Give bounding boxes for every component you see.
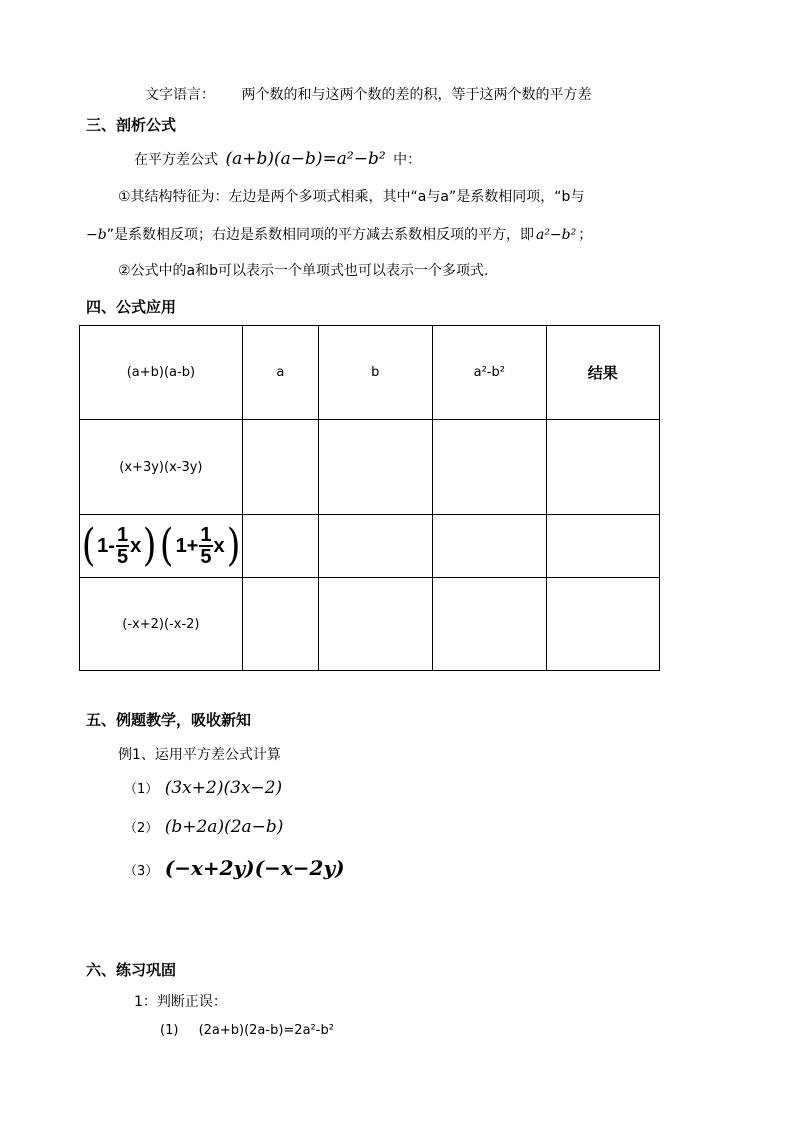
exercise-item-1 [160,1023,334,1038]
row-1-a2-b2-cell[interactable] [432,420,546,515]
item-number: (1) [160,1023,179,1038]
table-header-row [80,326,660,420]
example-item-2 [124,817,283,837]
fraction-2 [199,525,212,567]
header-a: a [242,326,318,420]
verbal-statement [145,84,591,104]
example-expression-3: (−x+2y)(−x−2y) [164,856,345,880]
row-1-b-cell[interactable] [318,420,432,515]
minus-b-term: −b [86,227,107,243]
point-2: ②公式中的a和b可以表示一个单项式也可以表示一个多项式. [118,263,489,279]
section-6-heading: 六、练习巩固 [86,961,177,979]
example-1-title: 例1、运用平方差公式计算 [118,747,281,763]
example-expression-2: (b+2a)(2a−b) [164,817,284,837]
header-result: 结果 [546,326,659,420]
formula-prefix: 在平方差公式 [134,152,218,168]
verbal-text: 两个数的和与这两个数的差的积，等于这两个数的平方差 [241,87,592,103]
formula-suffix: 中： [393,152,422,168]
row-2-term-2: 1+ [175,534,199,557]
header-b: b [318,326,432,420]
section-3-heading: 三、剖析公式 [86,116,177,134]
fraction-2-den: 5 [200,546,212,568]
verbal-label: 文字语言： [145,87,215,103]
fraction-1-num: 1 [116,524,129,546]
example-item-1 [124,778,282,798]
exercise-title: 1：判断正误： [134,994,227,1010]
point-1-text: ”是系数相反项；右边是系数相同项的平方减去系数相反项的平方，即 [106,227,534,243]
item-number: （1） [124,782,159,797]
fraction-2-num: 1 [200,524,212,546]
table-row [80,515,660,578]
row-3-a2-b2-cell[interactable] [432,578,546,671]
row-3-b-cell[interactable] [318,578,432,671]
row-2-expression [80,515,243,578]
row-3-result-cell[interactable] [546,578,659,671]
row-3-expression: (-x+2)(-x-2) [80,578,243,671]
row-1-a-cell[interactable] [242,420,318,515]
row-2-term-1: 1- [97,534,115,557]
example-item-3 [124,856,345,880]
row-2-var-1: x [130,534,142,557]
header-a2-b2: a²-b² [432,326,546,420]
row-1-result-cell[interactable] [546,420,659,515]
point-1-line-1: ①其结构特征为：左边是两个多项式相乘，其中“a与a”是系数相同项，“b与 [118,189,585,205]
row-2-result-cell[interactable] [546,515,659,578]
fraction-expression: ( 1- $\frac{1}{5}$ x ) ( 1+ $\frac{1}{5}$ x ) [81,520,241,571]
item-number: （2） [124,821,159,836]
point-1-end: ； [578,227,593,243]
section-5-heading: 五、例题教学，吸收新知 [86,711,252,729]
a2-minus-b2-formula: a²−b² [535,227,577,243]
header-expression: (a+b)(a-b) [80,326,243,420]
row-1-expression: (x+3y)(x-3y) [80,420,243,515]
table-row [80,578,660,671]
point-1-line-2 [86,224,592,244]
fraction-1 [116,525,129,567]
table-row [80,420,660,515]
row-3-a-cell[interactable] [242,578,318,671]
example-expression-1: (3x+2)(3x−2) [164,778,283,798]
difference-of-squares-formula: (a+b)(a−b)=a²−b² [225,149,386,169]
formula-application-table [79,325,660,671]
formula-line [134,149,421,169]
item-number: （3） [124,864,159,879]
row-2-a2-b2-cell[interactable] [432,515,546,578]
fraction-1-den: 5 [116,546,129,568]
exercise-expression-1: (2a+b)(2a-b)=2a²-b² [198,1023,334,1038]
row-2-a-cell[interactable] [242,515,318,578]
row-2-var-2: x [213,534,225,557]
section-4-heading: 四、公式应用 [86,298,177,316]
row-2-b-cell[interactable] [318,515,432,578]
